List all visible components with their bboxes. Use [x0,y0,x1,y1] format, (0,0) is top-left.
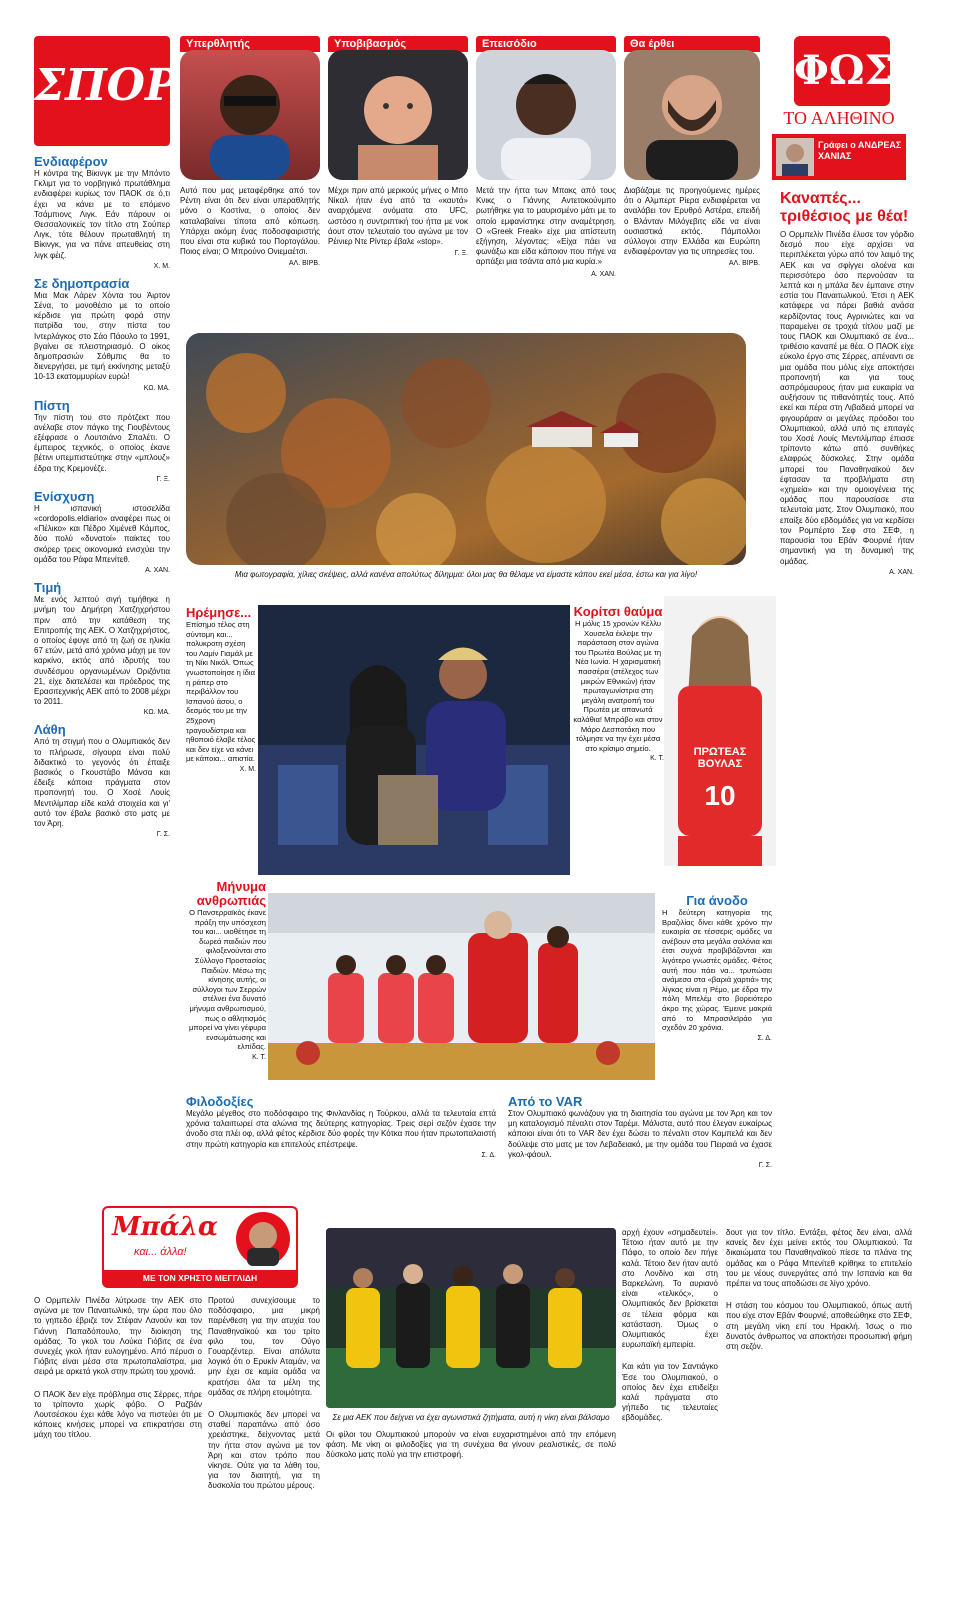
brief-text: Η ισπανική ιστοσελίδα «cordopolis.eldiario» αναφέρει πως οι «Πέλικο» και Πέδρο Χιμένεθ Κάμπος, δύο πολύ «δυνατοί» παίκτες του σκόρερ τρεις οικονομικά ενισχύει την ομάδα του Ράφα Μπενίτεθ. [34,503,170,564]
jersey-line: ΠΡΩΤΕΑΣ [693,746,747,758]
columnist-photo [232,1210,294,1268]
tab-label: Θα έρθει [624,36,760,52]
column-paragraph: Ο Ορμπελίν Πινέδα λύτρωσε την ΑΕΚ στο αγώνα με τον Παναιτωλικό, την ώρα που όλο το γηπεδο έβριζε τον Στέφαν Λανούν και τον Γιάννη Παπαδόπουλο, την διοίκηση της ομάδας. Το γκολ του Λούκα Γιόβιτς σε ένα συνεχές γκολ ήταν ευλογημένο. Από πέρυσι ο Γιόβιτς είναι μέσα στα πρωτοπαλαίστρα, μια σειρά με αρκετά γκολ στην πρώτη του χρονιά. [34,1296,202,1377]
article-heading: Κορίτσι θαύμα [573,605,663,619]
player-girl-photo [664,596,776,866]
girl-article [572,605,664,865]
column-logo: ΦΩΣ [794,36,890,106]
tab-label: Υποβιβασμός [328,36,468,52]
article-heading: Από το VAR [508,1094,583,1109]
brief-text: Με ενός λεπτού σιγή τιμήθηκε η μνήμη του Δημήτρη Χατζηχρήστου πριν από την κατάθεση της Επιτροπής της ΑΕΚ. Ο Χατζηχρήστος, ο οποίος έφυγε από τη ζωή σε ηλικία 67 ετών, μετά από χρόνια μάχη με τον καρκίνο, εκτός από ιδρυτής του συνδέσμου οργανωμένων Οριζόντια 21, είχε διατελέσει και πρόεδρος της Ερασιτεχνικής ΑΕΚ από το 2008 μέχρι το 2011. [34,595,170,707]
article-text: Ο Πανσερραϊκός έκανε πράξη την υπόσχεση του και... υιοθέτησε τη δωρεά παιδιών που φιλοξενούνται στο Σύλλογο Προστασίας Παιδιών. Μέσω της κίνησης αυτής, οι σύλλογοι των Σερρών στέλνει ένα δυνατό μήνυμα ανθρωπισμού, πως ο αθλητισμός μπορεί να γίνει γέφυρα ενσωμάτωσης και ελπίδας. [189,908,266,1052]
column-title: Καναπές... τριθέσιος με θέα! [780,190,909,225]
right-masthead [772,36,906,186]
bottom-col-5 [726,1228,912,1596]
aek-caption: Σε μια ΑΕΚ που δείχνει να έχει αγωνιστικά ζητήματα, αυτή η νίκη είναι βάλσαμο [332,1413,610,1422]
brief-signature: ΚΩ. ΜΑ. [143,709,170,717]
brief-text: Μια Μακ Λάρεν Χόντα του Άιρτον Σένα, το μονοθέσιο με το οποίο κέρδισε για πρώτη φορά στην πατρίδα του, στην πίστα του Ιντερλάγκος στο Σάο Πάουλο το 1991, βγαίνει σε πλειστηριασμό. Ο οίκος δημοπρασιών Σόθμπις θα το διενεργήσει, με τιμή εκκίνησης μεταξύ 10-13 εκατομμυρίων ευρώ! [34,290,170,382]
article-signature: Κ. Τ. [252,1053,266,1061]
article-signature: Σ. Δ. [481,1151,496,1159]
column-paragraph: Ο ΠΑΟΚ δεν είχε πρόβλημα στις Σέρρες, πήρε το τρίποντο χωρίς φόβο. Ο Ραζβάν Λουτσέσκου έχει κάθε λόγο να πιστεύει ότι με κάποιες κινήσεις μπορεί να επικρατήσει στη μάχη του τίτλου. [34,1389,202,1440]
column-paragraph: δουτ για τον τίτλο. Εντάξει, φέτος δεν είναι, αλλά κανείς δεν έχει μείνει εκτός του Ολυμπιακού. Τα δικαιώματα του Παναθηναϊκού πίεσε τα πλάνα της ομάδας και ο Ράφα Μπενίτεθ κρίθηκε το επιτελείο του με νέους συνεργάτες από την Ισπανία και θα πρέπει να τους αποδώσει σε λίγο χρόνο. [726,1228,912,1289]
section-title: ΣΠΟΡ [34,60,179,111]
columnist-byline: ΜΕ ΤΟΝ ΧΡΗΣΤΟ ΜΕΓΓΛΙΔΗ [104,1270,296,1286]
article-signature: Α. ΧΑΝ. [591,270,616,278]
article-text: Μεγάλο μέγεθος στο ποδόσφαιρο της Φινλανδίας η Τούρκου, αλλά τα τελευταία επτά χρόνια ταλαιπωρεί στα αλώνια της δεύτερης κατηγορίας. Τρεις σερί σεζόν έχασε την άνοδο στα πλέι οφ, αλλά φέτος κέρδισε δύο φορές την Κότκα που ήταν πρωτοπαλαιστή στην πρώτη κατηγορία και επιτελούς επέστρεψε. [186,1109,496,1149]
column-paragraph: Προτού συνεχίσουμε το ποδόσφαιρο, μια μικρή παρένθεση για την ατυχία του Παναθηναϊκού και του τρίτο φιλο του, τον Ούγο Γουαρζέντερ. Είναι απόλυτα λογικό ότι ο Ερυκίν Αταμάν, να μην έχει σε καμία ομάδα να κρατήσει όλα τα μέλη της ομάδας σε πλήρη ετοιμότητα. [208,1296,320,1397]
article-signature: Κ. Τ. [650,755,664,763]
article-text: Η δεύτερη κατηγορία της Βραζιλίας δίνει κάθε χρόνο την ευκαιρία σε τέσσερις ομάδες να ανέβουν στα μεγάλα σαλόνια και έτσι συχνά προβιβάζονται και λιγότερο γνωστές ομάδες. Φέτος αυτή που πάει να... τρυπώσει ανάμεσα στα «βαριά χαρτιά» της λίγκας είναι η Ρέμο, με έδρα την πόλη Μπελέμ στο βορειότερο άκρο της χώρας. Έμεινε μακριά από το Μπρασιλεϊράο για σχεδόν 20 χρόνια. [662,908,772,1033]
tab-article [328,186,468,259]
ambitions-article [186,1094,496,1172]
article-signature: ΑΛ. ΒΙΡΒ. [288,260,320,268]
brief-signature: Γ. Σ. [156,831,170,839]
brief-heading: Ενδιαφέρον [34,154,108,169]
left-column [34,154,170,1179]
tab-article [180,186,320,270]
article-text: Αυτό που μας μεταφέρθηκε από τον Ρέντη είναι ότι δεν είναι υπεραθλητής μόνο ο Κοστίνα, ο οποίος δεν καταλαβαίνει τίποτα από κόπωση. Υπάρχει ακόμη ένας ποδοσφαιριστής που είναι στα κυβικά του Πορτογάλου. Ποιος είναι; Ο Μπρούνο Ονιεμαέτσι. [180,186,320,257]
forest-photo [186,333,746,565]
column-paragraph: Και κάτι για τον Σαντιάγκο Έσε του Ολυμπιακού, ο οποίος δεν έχει επιδείξει καλά πράγματα στο γήπεδο τις τελευταίες εβδομάδες. [622,1362,718,1423]
article-text: Επίσημο τέλος στη σύντομη και... πολυκροτη σχέση του Λαμίν Γιαμάλ με τη Νίκι Νικόλ. Όπως γνωστοποίησε η ίδια η ράπερ στο περιβάλλον του Ισπανού άσου, ο δεσμός του με την 25χρονη τραγουδίστρια και ηθοποιό έλαβε τέλος και δεν είχε να κάνει με κάποια... απιστία. [186,620,256,764]
var-article [508,1094,772,1172]
brief-signature: Χ. Μ. [153,262,170,270]
brief [34,722,170,838]
brief-heading: Ενίσχυση [34,488,95,504]
article-text: Διαβάζαμε τις προηγούμενες ημέρες ότι ο Αλμπερτ Ρίερα ενδιαφέρεται να αναλάβει τον Ερυθρό Αστέρα, επειδή ο Βλάνταν Μιλόγεβιτς είδε να είναι ουσιαστικά εκτός. Πάμπολλοι σύλλογοι στην Ελλάδα και Ευρώπη ενδιαφέρονταν για τις υπηρεσίες του. [624,186,760,257]
column-title: Μπάλα [112,1212,219,1242]
article-text: Μέχρι πριν από μερικούς μήνες ο Μπο Νίκαλ ήταν ένα από τα «καυτά» αναρχόμενα ονόματα στο UFC, ωστόσο η συντριπτική του ήττα με νοκ άουτ στον τελευταίο του αγώνα με τον Ρέινιερ Ντε Ρίντερ έβαλε «stop». [328,186,468,247]
article-heading: Ηρέμησε... [186,605,252,620]
brief-text: Η κόντρα της Βίκινγκ με την Μπόντο Γκλιμτ για το νορβηγικό πρωτάθλημα ενδιαφέρει κυρίως τον ΠΑΟΚ σε ό,τι έχει να κάνει με το επόμενο Τσάμπιονς Λιγκ. Εάν πάρουν οι Θεσσαλονικείς τον τίτλο στη Σούπερ Λιγκ, τότε θέλουν πρωταθλητή τη Βίκινγκ, για να πάνε απευθείας στη λιγκ φέιζ. [34,169,170,260]
tab-article [624,186,760,270]
brief-text: Από τη στιγμή που ο Ολυμπιακός δεν το πλήρωσε, σίγουρα είναι πολύ διδακτικό το γεγονός ότι έπαιξε βασικός ο Γκουστάβο Μάνσα και έδειξε κάποια πράγματα στον προπονητή του. Ο Χοσέ Λουίς Μεντιλίμπαρ είδε καλά στοιχεία και γι' αυτό τον έβαλε βασικό στο ματς με τον Άρη. [34,737,170,828]
fighter-photo [328,50,468,180]
column-paragraph: Η στάση του κόσμου του Ολυμπιακού, όπως αυτή που είχε στον Εβάν Φουρνιέ, αποθεώθηκε στο ΣΕΦ, στη μεγάλη νίκη επί του Ηρακλή. Ίσως ο πιο δυνατός άνθρωπος να αποκτήσει προσωπική φήμη στη σεζόν. [726,1301,912,1352]
calm-article [186,605,256,875]
author-avatar [776,138,814,176]
article-text: Η μόλις 15 χρονών Κέλλυ Χουσελα έκλεψε την παράσταση στον αγώνα του Πρωτέα Βούλας με τη Νέα Ιωνία. Η χαρισματική πασσέρα (στέλεχος των μικρών Εθνικών) ήταν πρωταγωνίστρια στη μεγάλη ανατροπή του Πρωτέα με απανωτά καλάθια! Μπράβο και στον Μάρο Δεσποτάκη που τόλμησε να την έχει μέσα στο κρίσιμο σημείο. [573,619,663,753]
bottom-col-4 [622,1228,718,1596]
brief-text: Την πίστη του στο πρότζεκτ που ανέλαβε στον πάγκο της Γιουβέντους εξέφρασε ο Λουτσιάνο Σπαλέτι. Ο έμπειρος τεχνικός, ο οποίος έκανε βέτινι υπεμπιστεύτηκε στην «μπλουζ» έδρα της Κρεμονέζε. [34,412,170,473]
article-signature: Χ. Μ. [239,765,256,773]
brief-signature: Α. ΧΑΝ. [145,567,170,575]
article-signature: Γ. Σ. [758,1162,772,1170]
section-masthead [34,36,179,146]
brief-heading: Τιμή [34,580,62,596]
article-heading: Φιλοδοξίες [186,1094,254,1109]
jersey-line: ΒΟΥΛΑΣ [697,758,743,770]
player-photo [180,50,320,180]
kids-photo [268,893,655,1080]
brief [34,154,170,270]
column-header [102,1206,298,1288]
brief-signature: ΚΩ. ΜΑ. [143,384,170,392]
couple-photo [258,605,570,875]
column-tagline: ΤΟ ΑΛΗΘΙΝΟ [783,108,895,128]
tab-label: Επεισόδιο [476,36,616,52]
author-byline: Γράφει ο ΑΝΔΡΕΑΣ ΧΑΝΙΑΣ [818,140,902,161]
column-paragraph: Ο Ολυμπιακός δεν μπορεί να σταθεί παραπάνω από όσο χρειάστηκε, δείχνοντας μετά την ήττα στον αγώνα με τον Άρη και στον τρόπο που νίκησε. Ούτε για τα λάθη του, για τον διαιτητή, για τη δυσκολία του πρώτου μέρους. [208,1410,320,1491]
column-text: Ο Ορμπελίν Πινέδα έλυσε τον γόρδιο δεσμό που είχε αρχίσει να περιπλέκεται γύρω από τον λαιμό της ΑΕΚ και να σφίγγει ολοένα και περισσότερο όσο περνούσαν τα λεπτά και η μπάλα δεν έμπαινε στην εστία του Παναιτωλικού. Έτσι η ΑΕΚ κατάφερε να πάρει βαθιά ανάσα κερδίζοντας τους Αγρινιώτες και να παραμείνει σε τροχιά τίτλου μαζί με τους ΠΑΟΚ και Ολυμπιακό σε ένα... τριθέσιο καναπέ με θέα. Ο ΠΑΟΚ είχε εύκολο έργο στις Σέρρες, απέναντι σε μια ομάδα που μόλις είχε αποκτήσει προπονητή και για τους ασπρόμαυρους ήταν μια ευκαιρία να αυξήσουν τις πιθανότητές τους. Από εκεί και πέρα στη Λιβαδειά μπορεί να φιγουράραν οι μεγάλες πρόοδοι του Ολυμπιακού, αλλά υπό τις επιταγές του Χοσέ Λουίς Μεντιλίμπαρ έπιασε τρίποντο κάτω από συνθήκες ελαφρώς δύσκολες. Στην ομάδα μπορεί του Παναθηναϊκού δεν έφτασαν τα προβλήματα στη «χημεία» και την ομοιογένεια της ομάδας που παρουσίασε στα τελευταία ματς. Στον Ολυμπιακό, που επαίξε δύο εβδομάδες για να κερδίσει τον Ρομπέρτο Σεφ στο ΣΕΦ, η παρουσία του Εβάν Φουρνιέ ήταν σημαντική για τη δυναμική της ομάδας. [780,230,914,566]
article-heading: Για άνοδο [686,893,748,908]
brief-heading: Σε δημοπρασία [34,275,130,291]
column-subtitle: και... άλλα! [134,1246,187,1258]
column-signature: Α. ΧΑΝ. [889,568,914,576]
tab-article [476,186,616,280]
forest-caption: Μια φωτογραφία, χίλιες σκέψεις, αλλά κανένα απολύτως δίλημμα: όλοι μας θα θέλαμε να είμαστε κάπου εκεί μέσα, έστω και για λίγο! [234,570,698,579]
message-article [186,880,266,1080]
brief [34,580,170,716]
brief [34,489,170,574]
column-paragraph: Οι φίλοι του Ολυμπιακού μπορούν να είναι ευχαριστημένοι από την επόμενη φάση. Με νίκη οι φιλοδοξίες για τη συνέχεια θα γίνουν ρεαλιστικές, σε πολύ δύσκολο ματς πολύ για την επιστροφή. [326,1430,616,1460]
brief-heading: Λάθη [34,722,66,738]
right-column [780,190,914,1390]
jersey-number: 10 [704,780,736,811]
brief [34,276,170,392]
promotion-article [662,893,772,1080]
bottom-col-2 [208,1296,320,1596]
byline-box [772,134,906,180]
brief-signature: Γ. Ξ. [156,475,170,483]
article-text: Στον Ολυμπιακό φωνάζουν για τη διαιτησία του αγώνα με τον Άρη και τον μη καταλογισμό πέναλτι στον Ταρέμι. Μάλιστα, αυτό που έλεγαν ευκαίρως κάποιοι είναι ότι το VAR δεν έχει δώσει το πέναλτι στον Καμπελά και δεν δούλεψε στο ματς με τον Λεβαδειακό, με την ομάδα του Πειραιά να έχασε γκολ-φάουλ. [508,1109,772,1159]
brief [34,398,170,483]
top-strip [180,36,760,326]
bottom-col-3 [326,1430,616,1596]
bottom-col-1 [34,1296,202,1596]
giannis-photo [476,50,616,180]
article-text: Μετά την ήττα των Μπακς από τους Κνικς ο Γιάννης Αντετοκούνμπο ρωτήθηκε για το μαυρισμένο μάτι με το οποίο εμφανίστηκε στην αναμέτρηση. Ο «Greek Freak» είχε μια απίστευτη εξήγηση, λέγοντας: «Είχα πάει να φωνάξω και είδα κάποιον που πήγε να αρπάξει μια τσάντα από μια κυρία.» [476,186,616,267]
article-signature: ΑΛ. ΒΙΡΒ. [728,260,760,268]
jersey-team [678,746,762,770]
coach-photo [624,50,760,180]
column-paragraph: αρχή έχουν «σημαδευτεί». Τέτοιο ήταν αυτό με την Πάφο, το οποίο δεν πήγε καλά. Τέτοιο δεν ήταν αυτό στο Λονδίνο και στη Βαρκελώνη. Το αυριανό είναι «τελικός», ο Ολυμπιακός δεν βρίσκεται σε τέλεια φόρμα και κατάσταση. Όμως ο Ολυμπιακός έχει ευρωπαϊκή εμπειρία. [622,1228,718,1350]
brief-heading: Πίστη [34,397,70,413]
article-heading: Μήνυμα ανθρωπιάς [196,880,266,908]
article-signature: Γ. Ξ. [454,250,468,258]
tab-label: Υπερθλητής [180,36,320,52]
aek-photo [326,1228,616,1408]
article-signature: Σ. Δ. [757,1034,772,1042]
